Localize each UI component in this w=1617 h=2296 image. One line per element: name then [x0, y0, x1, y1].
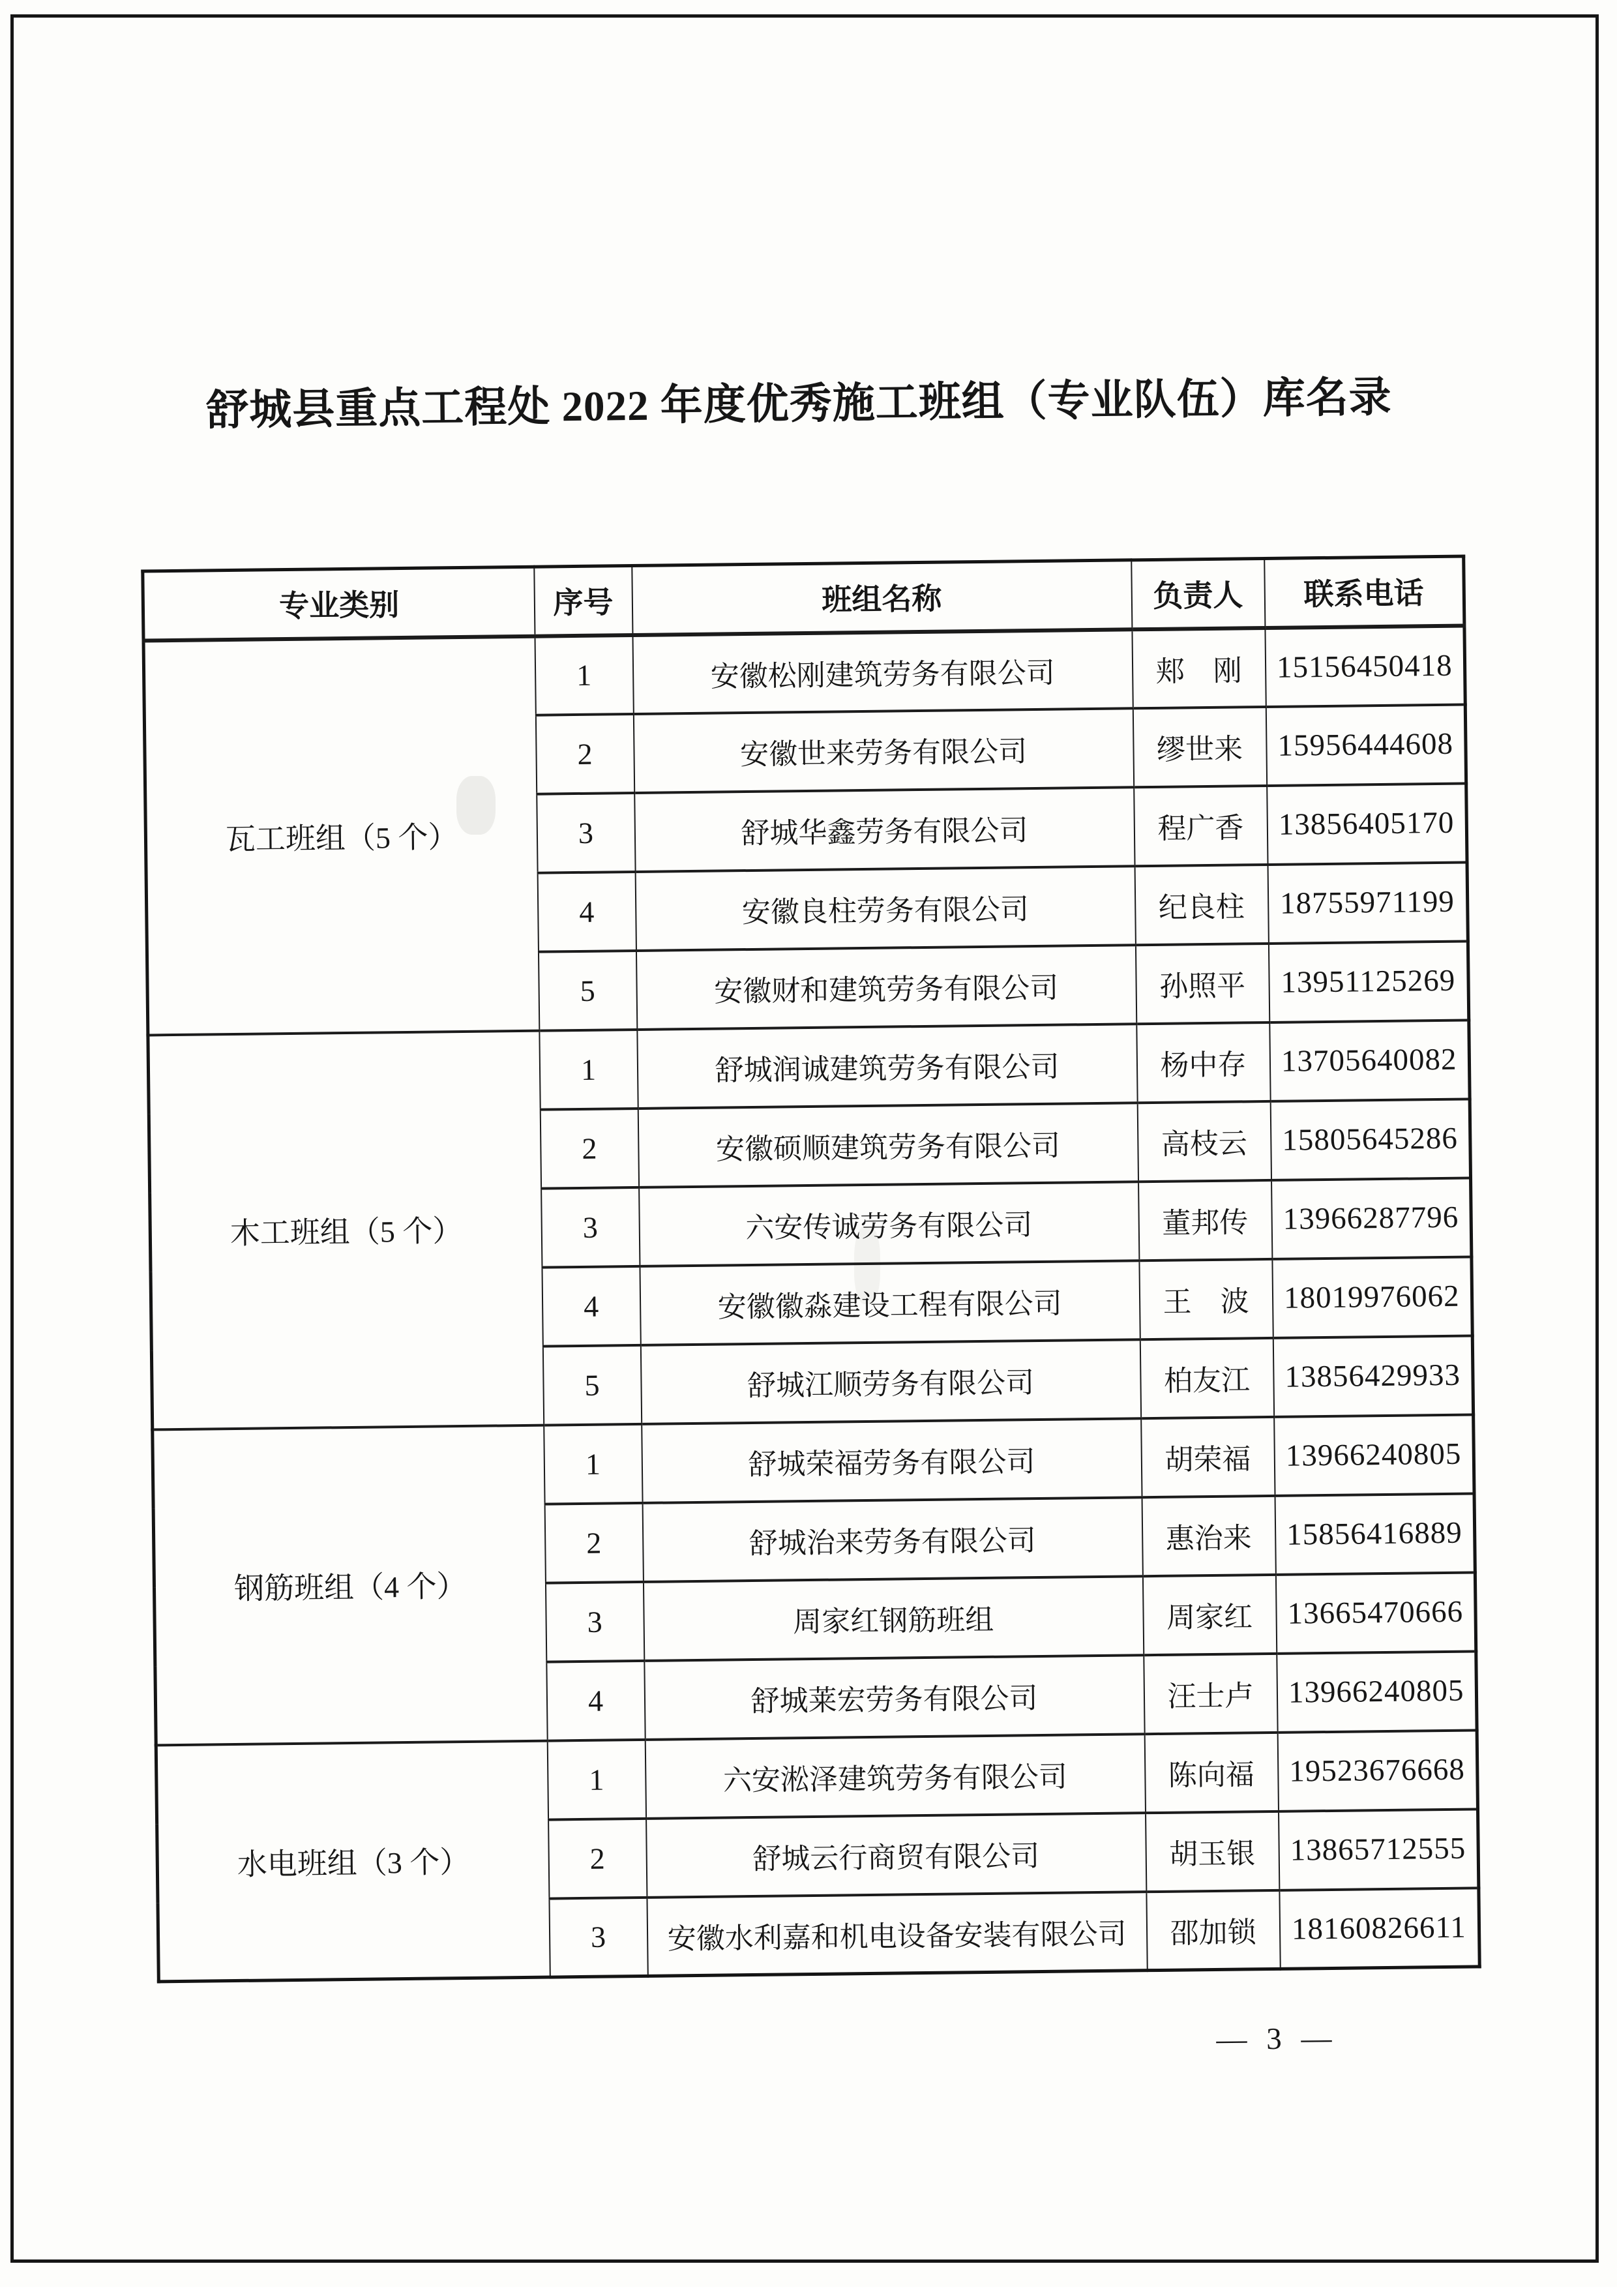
roster-table: [141, 555, 1481, 1984]
company-cell: 安徽硕顺建筑劳务有限公司: [638, 1103, 1138, 1187]
leader-cell: 惠治来: [1142, 1495, 1275, 1575]
index-cell: 4: [542, 1266, 640, 1346]
company-cell: 安徽良柱劳务有限公司: [635, 866, 1135, 951]
phone-cell: 15805645286: [1270, 1099, 1470, 1180]
phone-cell: 13966240805: [1277, 1651, 1477, 1732]
company-cell: 舒城云行商贸有限公司: [646, 1813, 1146, 1898]
leader-cell: 胡玉银: [1146, 1811, 1279, 1891]
company-cell: 安徽财和建筑劳务有限公司: [636, 945, 1136, 1030]
table-row: [148, 1020, 1470, 1114]
leader-cell: 汪士卢: [1144, 1653, 1277, 1733]
phone-cell: 13966287796: [1271, 1178, 1472, 1259]
phone-cell: 15856416889: [1275, 1493, 1475, 1574]
index-cell: 1: [547, 1739, 645, 1819]
leader-cell: 孙照平: [1135, 943, 1269, 1023]
leader-cell: 王 波: [1139, 1259, 1273, 1339]
table-row: [153, 1414, 1474, 1508]
index-cell: 2: [548, 1818, 647, 1898]
index-cell: 5: [542, 1345, 641, 1425]
phone-cell: 18160826611: [1279, 1888, 1479, 1969]
phone-cell: 13865712555: [1278, 1809, 1478, 1890]
index-cell: 1: [539, 1029, 638, 1109]
table-row: [143, 625, 1465, 719]
category-cell: 钢筋班组（4 个）: [153, 1425, 547, 1745]
header-leader: 负责人: [1131, 559, 1265, 629]
company-cell: 舒城治来劳务有限公司: [642, 1497, 1142, 1582]
page-number: — 3 —: [1216, 2021, 1332, 2057]
leader-cell: 纪良柱: [1135, 864, 1268, 944]
index-cell: 3: [545, 1581, 644, 1662]
category-cell: 瓦工班组（5 个）: [143, 636, 539, 1035]
phone-cell: 13856405170: [1267, 783, 1467, 864]
index-cell: 3: [541, 1187, 640, 1267]
phone-cell: 13665470666: [1275, 1572, 1476, 1653]
header-index: 序号: [534, 566, 632, 636]
phone-cell: 15156450418: [1265, 625, 1465, 706]
index-cell: 1: [535, 635, 633, 715]
company-cell: 安徽松刚建筑劳务有限公司: [632, 629, 1133, 714]
phone-cell: 13951125269: [1268, 941, 1468, 1022]
company-cell: 周家红钢筋班组: [643, 1576, 1143, 1661]
index-cell: 4: [546, 1660, 645, 1740]
company-cell: 舒城华鑫劳务有限公司: [634, 787, 1135, 872]
company-cell: 舒城江顺劳务有限公司: [640, 1339, 1140, 1424]
company-cell: 舒城荣福劳务有限公司: [642, 1418, 1142, 1503]
phone-cell: 15956444608: [1266, 704, 1466, 785]
phone-cell: 13966240805: [1274, 1414, 1474, 1495]
index-cell: 3: [549, 1897, 647, 1977]
leader-cell: 柏友江: [1140, 1337, 1273, 1418]
phone-cell: 19523676668: [1277, 1730, 1477, 1811]
index-cell: 2: [535, 713, 634, 794]
company-cell: 舒城润诚建筑劳务有限公司: [637, 1024, 1137, 1109]
phone-cell: 18019976062: [1272, 1257, 1472, 1337]
leader-cell: 杨中存: [1136, 1022, 1270, 1102]
category-cell: 水电班组（3 个）: [156, 1740, 550, 1982]
index-cell: 3: [537, 792, 635, 872]
index-cell: 2: [540, 1108, 638, 1188]
leader-cell: 周家红: [1142, 1574, 1276, 1654]
leader-cell: 陈向福: [1144, 1732, 1278, 1812]
company-cell: 安徽徽淼建设工程有限公司: [640, 1260, 1140, 1345]
index-cell: 2: [544, 1502, 643, 1583]
header-phone: 联系电话: [1264, 556, 1464, 627]
leader-cell: 高枝云: [1137, 1101, 1271, 1181]
company-cell: 安徽水利嘉和机电设备安装有限公司: [647, 1892, 1147, 1976]
company-cell: 安徽世来劳务有限公司: [633, 708, 1133, 793]
leader-cell: 董邦传: [1138, 1180, 1272, 1260]
phone-cell: 13705640082: [1269, 1020, 1470, 1101]
leader-cell: 郏 刚: [1132, 627, 1266, 708]
company-cell: 六安淞泽建筑劳务有限公司: [645, 1734, 1145, 1819]
index-cell: 1: [544, 1424, 642, 1504]
leader-cell: 程广香: [1134, 785, 1268, 865]
header-team-name: 班组名称: [632, 560, 1132, 635]
header-category: 专业类别: [143, 567, 535, 640]
phone-cell: 18755971199: [1268, 862, 1468, 943]
company-cell: 六安传诚劳务有限公司: [639, 1182, 1139, 1266]
index-cell: 4: [537, 871, 636, 951]
phone-cell: 13856429933: [1273, 1335, 1473, 1416]
leader-cell: 胡荣福: [1141, 1416, 1275, 1497]
company-cell: 舒城莱宏劳务有限公司: [644, 1655, 1144, 1740]
page-title: 舒城县重点工程处 2022 年度优秀施工班组（专业队伍）库名录: [205, 374, 1393, 435]
category-cell: 木工班组（5 个）: [148, 1030, 544, 1429]
leader-cell: 缪世来: [1133, 706, 1266, 786]
table-row: [156, 1730, 1477, 1824]
leader-cell: 邵加锁: [1146, 1890, 1280, 1970]
index-cell: 5: [538, 950, 636, 1030]
